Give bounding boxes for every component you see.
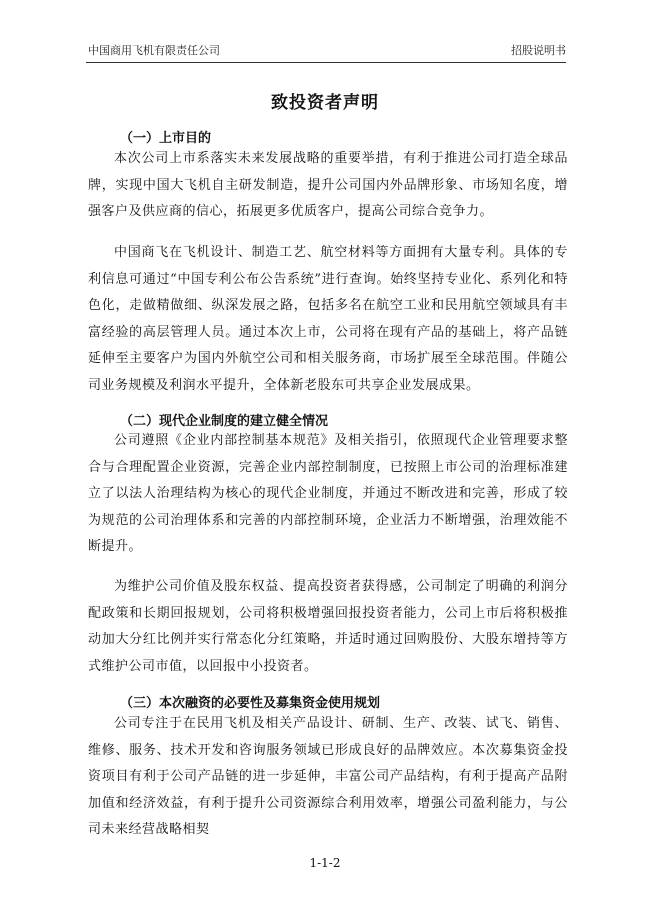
paragraph-1-2: 中国商飞在飞机设计、制造工艺、航空材料等方面拥有大量专利。具体的专利信息可通过“中国专利公布公告系统”进行查询。始终坚持专业化、系列化和特色化，走做精做细、纵深发展之路，包括多名在航空工业和民用航空领域具有丰富经验的高层管理人员。通过本次上市，公司将在现有产品的基础上，将产品链延伸至主要客户为国内外航空公司和相关服务商，市场扩展至全球范围。伴随公司业务规模及利润水平提升，全体新老股东可共享企业发展成果。	[88, 245, 568, 393]
paragraph-1-1: 本次公司上市系落实未来发展战略的重要举措，有利于推进公司打造全球品牌，实现中国大飞机自主研发制造，提升公司国内外品牌形象、市场知名度，增强客户及供应商的信心，拓展更多优质客户，提高公司综合竞争力。	[88, 151, 568, 219]
page-number: 1-1-2	[309, 856, 341, 870]
header-company: 中国商用飞机有限责任公司	[88, 44, 220, 57]
paragraph-3-1: 公司专注于在民用飞机及相关产品设计、研制、生产、改装、试飞、销售、维修、服务、技术开发和咨询服务领域已形成良好的品牌效应。本次募集资金投资项目有利于公司产品链的进一步延伸，丰富公司产品结构，有利于提高产品附加值和经济效益，有利于提升公司资源综合利用效率，增强公司盈利能力，与公司未来经营战略相契	[88, 716, 568, 837]
page-header	[88, 42, 566, 60]
header-doc-type: 招股说明书	[511, 44, 566, 57]
section-heading-1: （一）上市目的	[120, 131, 212, 146]
header-divider	[86, 62, 566, 63]
section-heading-3: （三）本次融资的必要性及募集资金使用规划	[120, 696, 381, 711]
page-title: 致投资者声明	[271, 93, 379, 113]
paragraph-2-1: 公司遵照《企业内部控制基本规范》及相关指引，依照现代企业管理要求整合与合理配置企业资源，完善企业内部控制制度，已按照上市公司的治理标准建立了以法人治理结构为核心的现代企业制度，并通过不断改进和完善，形成了较为规范的公司治理体系和完善的内部控制环境，企业活力不断增强，治理效能不断提升。	[88, 433, 568, 554]
paragraph-2-2: 为维护公司价值及股东权益、提高投资者获得感，公司制定了明确的利润分配政策和长期回报规划，公司将积极增强回报投资者能力，公司上市后将积极推动加大分红比例并实行常态化分红策略，并适时通过回购股份、大股东增持等方式维护公司市值，以回报中小投资者。	[88, 579, 568, 674]
section-heading-2: （二）现代企业制度的建立健全情况	[120, 414, 329, 429]
